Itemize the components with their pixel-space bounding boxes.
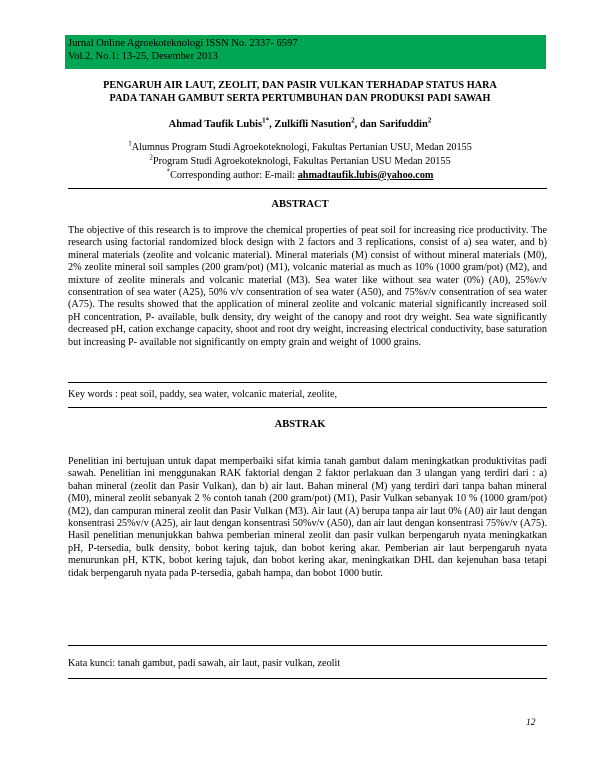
abstract-heading: ABSTRACT bbox=[271, 199, 329, 210]
author-2-mark: 2 bbox=[351, 116, 355, 125]
corresponding-author bbox=[70, 169, 530, 182]
journal-volume-line: Vol.2, No.1: 13-25, Desember 2013 bbox=[68, 51, 218, 62]
title-line-1: PENGARUH AIR LAUT, ZEOLIT, DAN PASIR VULKAN TERHADAP STATUS HARA bbox=[103, 80, 497, 91]
author-3-mark: 2 bbox=[427, 116, 432, 125]
author-1-mark: 1* bbox=[262, 116, 270, 125]
title-line-2: PADA TANAH GAMBUT SERTA PERTUMBUHAN DAN PRODUKSI PADI SAWAH bbox=[109, 93, 491, 104]
journal-header-band bbox=[65, 35, 546, 69]
abstrak-text: Penelitian ini bertujuan untuk dapat memperbaiki sifat kimia tanah gambut dalam meningkatkan produktivitas padi sawah. Penelitian ini menggunakan RAK faktorial dengan 2 faktor perlakuan dan 3 ulangan yang terdiri dari : a) bahan mineral (zeolit dan Pasir Vulkan), dan b) air laut. Bahan mineral (M) yang terdiri dari tanpa bahan mineral (M0), mineral zeolit sebanyak 2 % contoh tanah (200 gram/pot) (M1), Pasir Vulkan sebanyak 10 % (1000 gram/pot) (M2), dan campuran mineral zeolit dan Pasir Vulkan (M3). Air laut (A) berupa tanpa air laut 0% (A0) air laut dengan konsentrasi 25%v/v (A25), air laut dengan konsentrasi 50%v/v (A50), dan air laut dengan konsentrasi 75%v/v (A75). Hasil penelitian menunjukkan bahwa pemberian mineral zeolit dan pasir vulkan berpengaruh nyata meningkatkan pH, P-tersedia, bulk density, bobot kering tajuk, dan bobot kering akar. Pemberian air laut berpengaruh nyata menurunkan pH, KTK, bobot kering tajuk, dan bobot kering akar, meningkatkan DHL dan kejenuhan basa tetapi tidak berpengaruh nyata pada P-tersedia, gabah hampa, dan bobot 1000 butir. bbox=[68, 456, 547, 579]
author-list bbox=[70, 118, 530, 131]
divider-abstract-end bbox=[68, 382, 547, 383]
author-2: , Zulkifli Nasution bbox=[269, 119, 352, 130]
author-3: , dan Sarifuddin bbox=[354, 119, 428, 130]
affiliation-1-text: Alumnus Program Studi Agroekoteknologi, Fakultas Pertanian USU, Medan 20155 bbox=[131, 142, 472, 153]
divider-bottom bbox=[68, 678, 547, 679]
author-1: Ahmad Taufik Lubis bbox=[168, 119, 263, 130]
divider-top-abstract bbox=[68, 188, 547, 189]
affiliation-2-text: Program Studi Agroekoteknologi, Fakultas Pertanian USU Medan 20155 bbox=[152, 156, 451, 167]
abstrak-heading: ABSTRAK bbox=[274, 419, 326, 430]
affiliation-1-mark: 1 bbox=[128, 139, 132, 148]
divider-abstrak-end bbox=[68, 645, 547, 646]
page-number: 12 bbox=[526, 718, 536, 728]
keywords-indonesian: Kata kunci: tanah gambut, padi sawah, air laut, pasir vulkan, zeolit bbox=[68, 658, 341, 669]
affiliation-2-mark: 2 bbox=[149, 153, 153, 162]
corresponding-label: Corresponding author: E-mail: bbox=[170, 170, 298, 181]
paper-title bbox=[70, 79, 530, 105]
keywords-english: Key words : peat soil, paddy, sea water, volcanic material, zeolite, bbox=[68, 389, 338, 400]
affiliation-2 bbox=[70, 155, 530, 168]
divider-top-abstrak bbox=[68, 407, 547, 408]
journal-issn-line: Jurnal Online Agroekoteknologi ISSN No. 2337- 6597 bbox=[68, 38, 298, 49]
affiliation-1 bbox=[70, 141, 530, 154]
abstract-text: The objective of this research is to improve the chemical properties of peat soil for increasing rice productivity. The research using factorial randomized block design with 2 factors and 3 replications, consist of a) sea water, and b) mineral materials (zeolite and volcanic material). Mineral materials (M) consist of without mineral materials (M0), 2% zeolite mineral soil samples (200 gram/pot) (M1), volcanic material as much as 10% (1000 gram/pot) (M2), and mixture of zeolite minerals and volcanic material (M3). Sea water like without sea water (0%) (A0), 25%v/v consentration of sea water (A25), 50% v/v consentration of sea water (A50), and 75%v/v consentration of sea water (A75). The results showed that the application of mineral zeolite and volcanic material significantly increased soil pH concentration, P- available, bulk density, dry weight of the canopy and root dry weight. Sea wate significantly decreased pH, cation exchange capacity, shoot and root dry weight, increasing electrical conductivity, base saturation but increasing P- available not significantly on empty grain and weight of 1000 grains. bbox=[68, 225, 547, 348]
email-link[interactable]: ahmadtaufik.lubis@yahoo.com bbox=[297, 170, 434, 181]
corresponding-mark: * bbox=[166, 167, 171, 176]
